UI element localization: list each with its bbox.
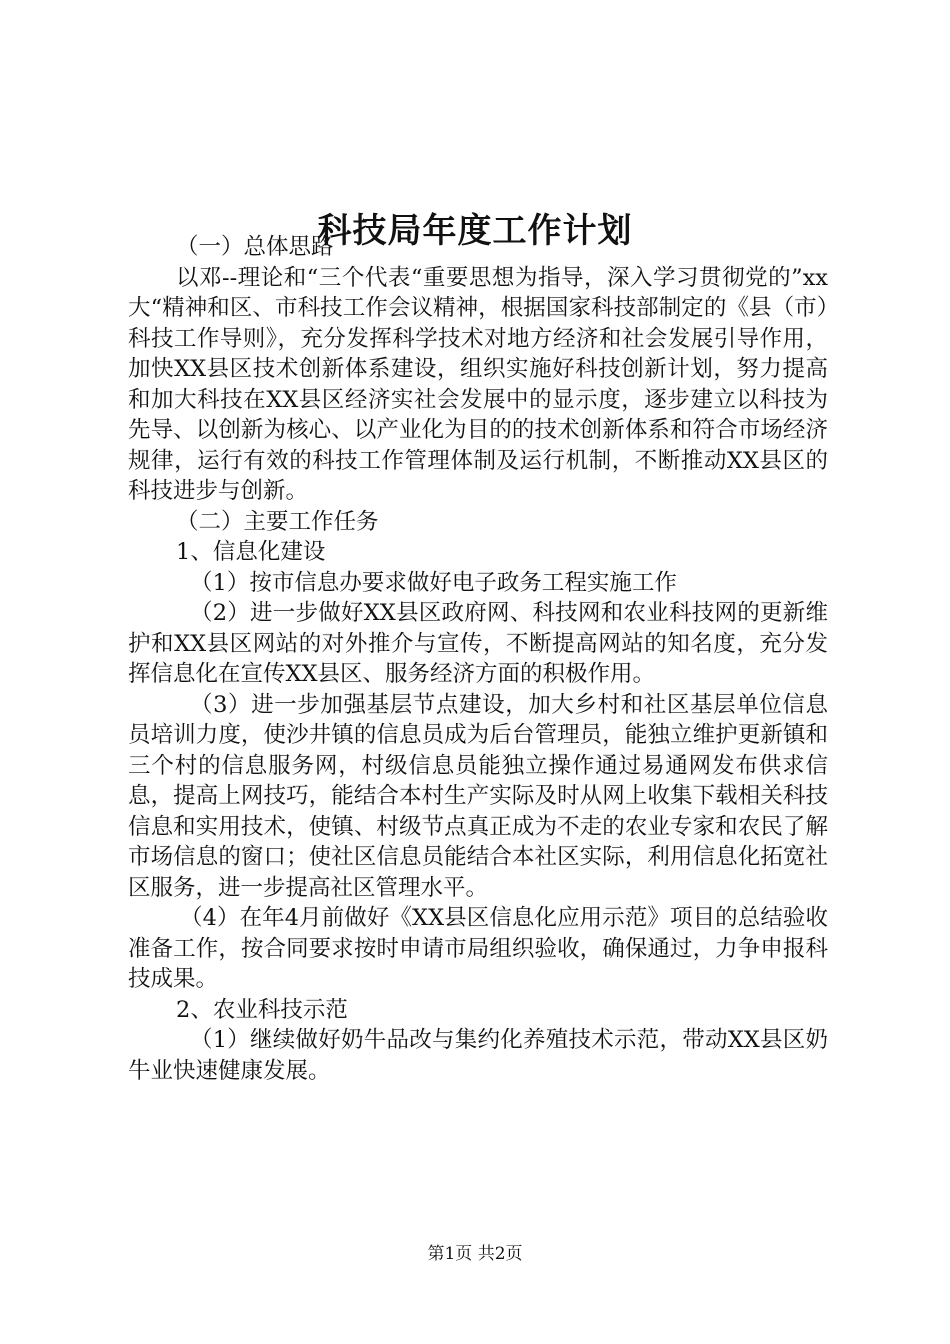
paragraph-overall-idea: 以邓--理论和“三个代表“重要思想为指导，深入学习贯彻党的”xx大“精神和区、市科技工作会议精神，根据国家科技部制定的《县（市）科技工作导则》，充分发挥科学技术对地方经济和社会发展引导作用，加快XX县区技术创新体系建设，组织实施好科技创新计划，努力提高和加大科技在XX县区经济实社会发展中的显示度，逐步建立以科技为先导、以创新为核心、以产业化为目的的技术创新体系和符合市场经济规律，运行有效的科技工作管理体制及运行机制，不断推动XX县区的科技进步与创新。	[128, 264, 828, 504]
paragraph-item-4: （4）在年4月前做好《XX县区信息化应用示范》项目的总结验收准备工作，按合同要求按时申请市局组织验收，确保通过，力争申报科技成果。	[128, 905, 828, 992]
paragraph-agri-item-1: （1）继续做好奶牛品改与集约化养殖技术示范，带动XX县区奶牛业快速健康发展。	[128, 1027, 828, 1084]
paragraph-item-2: （2）进一步做好XX县区政府网、科技网和农业科技网的更新维护和XX县区网站的对外推介与宣传，不断提高网站的知名度，充分发挥信息化在宣传XX县区、服务经济方面的积极作用。	[128, 600, 828, 687]
paragraph-informatization-heading: 1、信息化建设	[176, 539, 326, 565]
page-footer: 第1页 共2页	[427, 1244, 523, 1264]
document-body	[128, 232, 828, 1086]
document-title: 科技局年度工作计划	[317, 210, 633, 251]
paragraph-item-1: （1）按市信息办要求做好电子政务工程实施工作	[190, 569, 677, 596]
paragraph-section-2-heading: （二）主要工作任务	[176, 508, 379, 535]
paragraph-agri-demo-heading: 2、农业科技示范	[176, 996, 348, 1023]
paragraph-section-1-heading: （一）总体思路	[176, 234, 334, 260]
paragraph-item-3: （3）进一步加强基层节点建设，加大乡村和社区基层单位信息员培训力度，使沙井镇的信息员成为后台管理员，能独立维护更新镇和三个村的信息服务网，村级信息员能独立操作通过易通网发布供求信息，提高上网技巧，能结合本村生产实际及时从网上收集下载相关科技信息和实用技术，使镇、村级节点真正成为不走的农业专家和农民了解市场信息的窗口；使社区信息员能结合本社区实际，利用信息化拓宽社区服务，进一步提高社区管理水平。	[128, 691, 828, 901]
